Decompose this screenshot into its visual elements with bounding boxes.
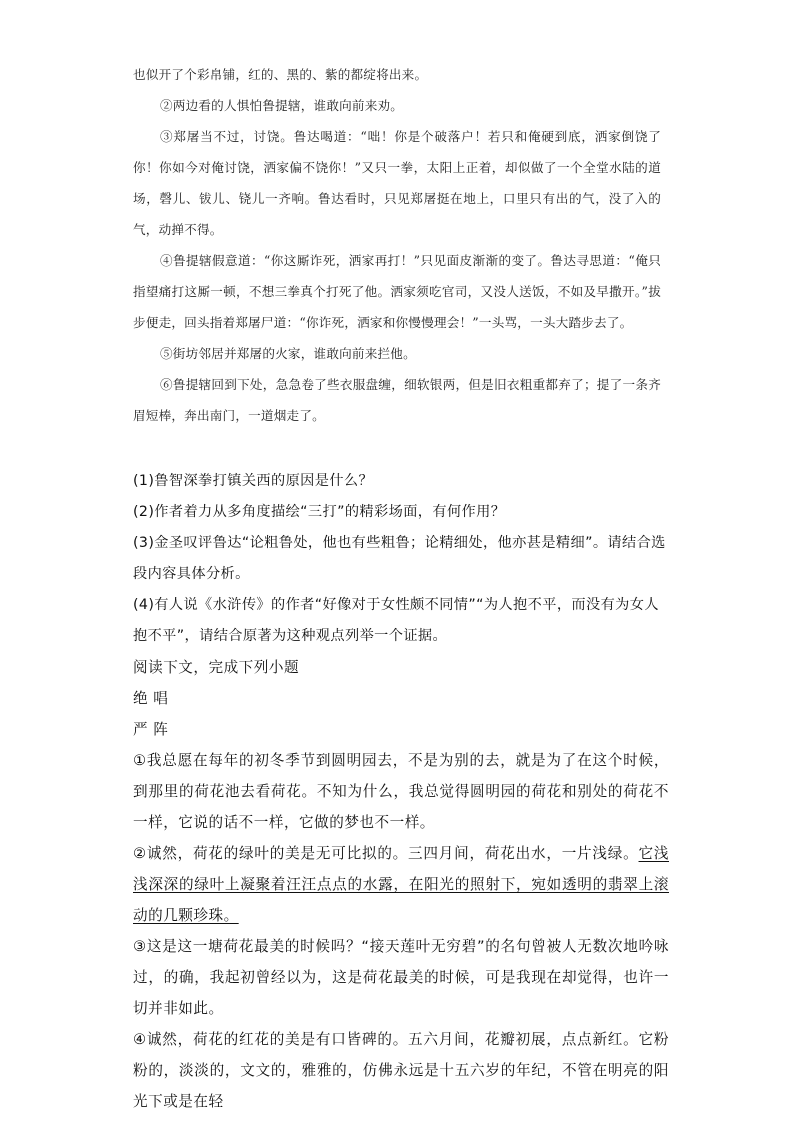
excerpt-paragraph-3: ③郑屠当不过，讨饶。鲁达喝道：“咄！你是个破落户！若只和俺硬到底，洒家倒饶了你！你如今对俺讨饶，洒家偏不饶你！”又只一拳，太阳上正着，却似做了一个全堂水陆的道场，磬儿、钹儿、铙儿一齐响。鲁达看时，只见郑屠挺在地上，口里只有出的气，没了入的气，动掸不得。 bbox=[133, 129, 661, 237]
excerpt-paragraph-5: ⑤街坊邻居并郑屠的火家，谁敢向前来拦他。 bbox=[160, 346, 416, 361]
excerpt-passage bbox=[133, 59, 661, 431]
question-1: (1)鲁智深拳打镇关西的原因是什么？ bbox=[133, 473, 374, 489]
essay-author: 严 阵 bbox=[133, 721, 169, 738]
essay-paragraph-2 bbox=[133, 838, 669, 931]
excerpt-paragraph-6: ⑥鲁提辖回到下处，急急卷了些衣服盘缠，细软银两，但是旧衣粗重都弃了；提了一条齐眉短棒，奔出南门，一道烟走了。 bbox=[133, 377, 661, 423]
question-3: (3)金圣叹评鲁达“论粗鲁处，他也有些粗鲁；论精细处，他亦甚是精细”。请结合选段内容具体分析。 bbox=[133, 535, 666, 582]
essay-section bbox=[133, 652, 669, 1117]
essay-paragraph-4: ④诚然，荷花的红花的美是有口皆碑的。五六月间，花瓣初展，点点新红。它粉粉的，淡淡的，文文的，雅雅的，仿佛永远是十五六岁的年纪，不管在明亮的阳光下或是在轻 bbox=[133, 1031, 669, 1110]
essay-paragraph-2-text: ②诚然，荷花的绿叶的美是无可比拟的。三四月间，荷花出水，一片浅绿。 bbox=[133, 845, 639, 862]
excerpt-paragraph-2: ②两边看的人惧怕鲁提辖，谁敢向前来劝。 bbox=[160, 98, 404, 113]
question-2: (2)作者着力从多角度描绘“三打”的精彩场面，有何作用？ bbox=[133, 504, 506, 520]
essay-paragraph-3: ③这是这一塘荷花最美的时候吗？“接天莲叶无穷碧”的名句曾被人无数次地吟咏过，的确，我起初曾经以为，这是荷花最美的时候，可是我现在却觉得，也许一切并非如此。 bbox=[133, 938, 669, 1017]
reading-instruction: 阅读下文，完成下列小题 bbox=[133, 659, 300, 676]
underlined-sentence: 它浅浅深深的绿叶上凝聚着汪汪点点的水露，在阳光的照射下，宛如透明的翡翠上滚动的几颗珍珠。 bbox=[133, 845, 669, 924]
essay-title: 绝 唱 bbox=[133, 690, 169, 707]
excerpt-line-0: 也似开了个彩帛铺，红的、黑的、紫的都绽将出来。 bbox=[133, 67, 428, 82]
essay-paragraph-1: ①我总愿在每年的初冬季节到圆明园去，不是为别的去，就是为了在这个时候，到那里的荷花池去看荷花。不知为什么，我总觉得圆明园的荷花和别处的荷花不一样，它说的话不一样，它做的梦也不一样。 bbox=[133, 752, 669, 831]
excerpt-paragraph-4: ④鲁提辖假意道：“你这厮诈死，洒家再打！”只见面皮渐渐的变了。鲁达寻思道：“俺只指望痛打这厮一顿，不想三拳真个打死了他。洒家须吃官司，又没人送饭，不如及早撒开。”拔步便走，回头指着郑屠尸道：“你诈死，洒家和你慢慢理会！”一头骂，一头大踏步去了。 bbox=[133, 253, 661, 330]
question-list bbox=[133, 466, 673, 652]
question-4: (4)有人说《水浒传》的作者“好像对于女性颇不同情”“为人抱不平，而没有为女人抱不平”，请结合原著为这种观点列举一个证据。 bbox=[133, 597, 659, 644]
